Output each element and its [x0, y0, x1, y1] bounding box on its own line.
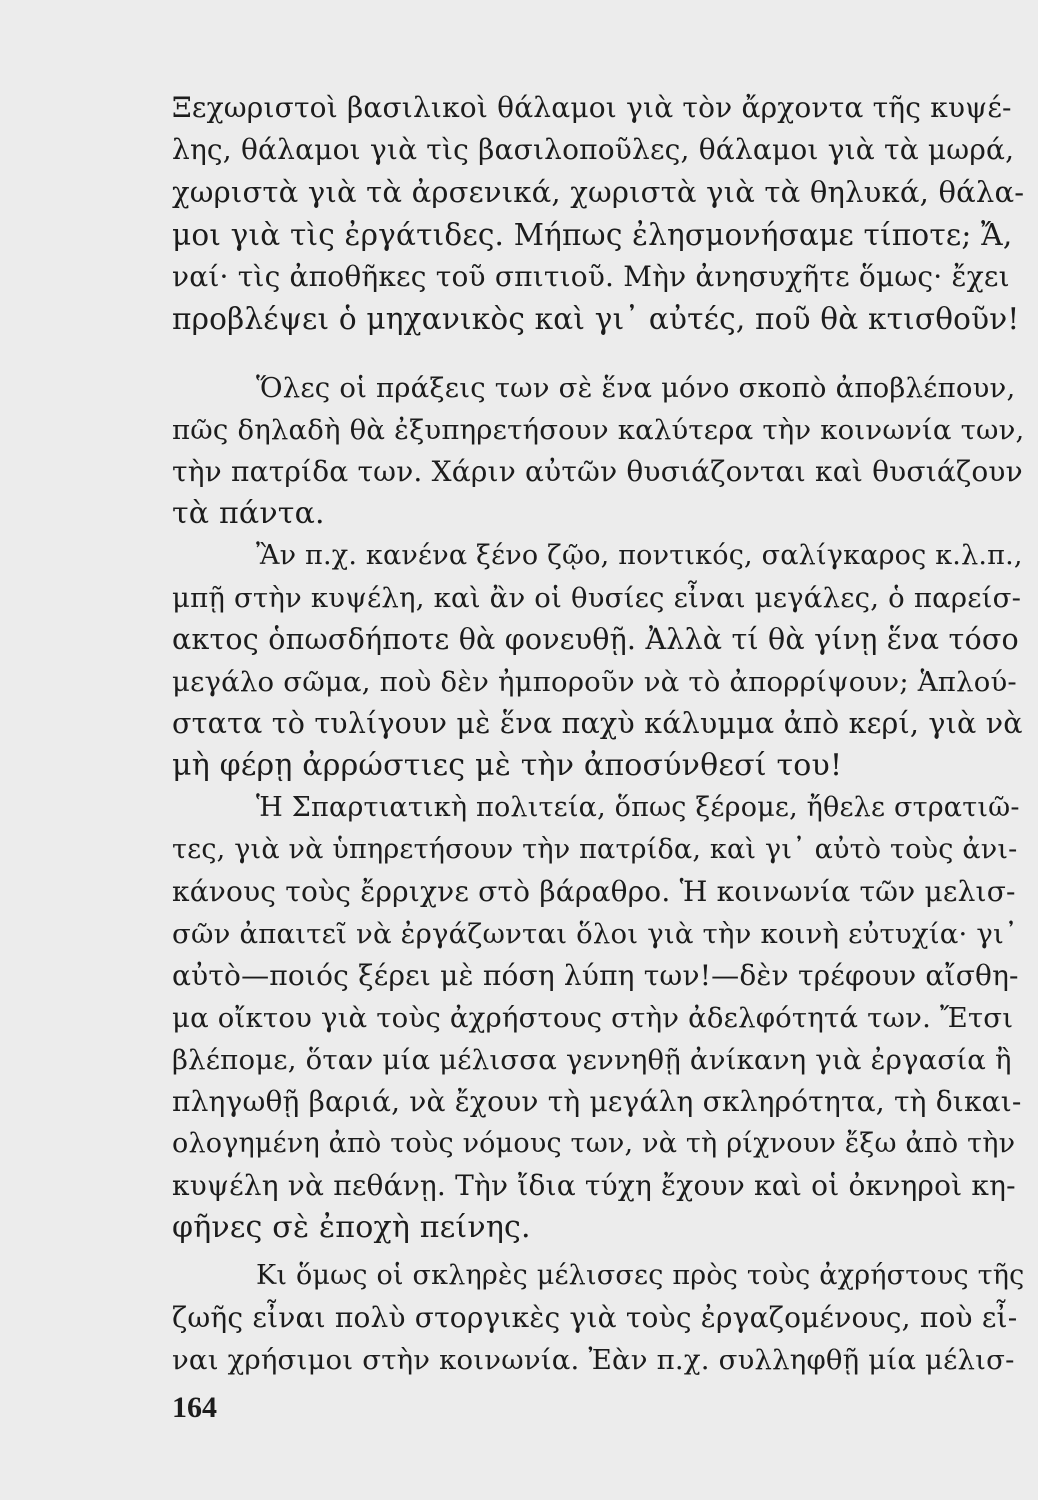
- text-line: ζωῆς εἶναι πολὺ στοργικὲς γιὰ τοὺς ἐργαζομένους, ποὺ εἶ-: [172, 1301, 1018, 1334]
- text-line: Κι ὅμως οἱ σκληρὲς μέλισσες πρὸς τοὺς ἀχρήστους τῆς: [256, 1260, 1025, 1291]
- text-line: πῶς δηλαδὴ θὰ ἐξυπηρετήσουν καλύτερα τὴν κοινωνία των,: [172, 414, 1025, 446]
- text-line: ναί· τὶς ἀποθῆκες τοῦ σπιτιοῦ. Μὴν ἀνησυχῆτε ὅμως· ἔχει: [172, 260, 1010, 293]
- text-line: χωριστὰ γιὰ τὰ ἀρσενικά, χωριστὰ γιὰ τὰ θηλυκά, θάλα-: [172, 175, 1025, 209]
- text-line: σῶν ἀπαιτεῖ νὰ ἐργάζωνται ὅλοι γιὰ τὴν κοινὴ εὐτυχία· γι᾽: [172, 918, 1018, 950]
- text-line: φῆνες σὲ ἐποχὴ πείνης.: [172, 1210, 531, 1245]
- text-line: ολογημένη ἀπὸ τοὺς νόμους των, νὰ τὴ ρίχνουν ἔξω ἀπὸ τὴν: [172, 1128, 1016, 1159]
- text-line: μα οἴκτου γιὰ τοὺς ἀχρήστους στὴν ἀδελφότητά των. Ἔτσι: [172, 1002, 1014, 1034]
- page-number: 164: [172, 1391, 217, 1424]
- text-line: τες, γιὰ νὰ ὑπηρετήσουν τὴν πατρίδα, καὶ γι᾽ αὐτὸ τοὺς ἀνι-: [172, 834, 1018, 865]
- text-line: μεγάλο σῶμα, ποὺ δὲν ἠμποροῦν νὰ τὸ ἀπορρίψουν; Ἁπλού-: [172, 666, 1017, 698]
- text-line: ναι χρήσιμοι στὴν κοινωνία. Ἐὰν π.χ. συλληφθῇ μία μέλισ-: [172, 1344, 1015, 1376]
- text-line: μοι γιὰ τὶς ἐργάτιδες. Μήπως ἐλησμονήσαμε τίποτε; Ἄ,: [172, 218, 1013, 252]
- text-line: στατα τὸ τυλίγουν μὲ ἕνα παχὺ κάλυμμα ἀπὸ κερί, γιὰ νὰ: [172, 707, 1023, 740]
- text-line: προβλέψει ὁ μηχανικὸς καὶ γι᾽ αὐτές, ποῦ θὰ κτισθοῦν!: [172, 302, 1020, 336]
- text-line: κυψέλη νὰ πεθάνῃ. Τὴν ἴδια τύχη ἔχουν καὶ οἱ ὀκνηροὶ κη-: [172, 1169, 1016, 1202]
- text-line: πληγωθῇ βαριά, νὰ ἔχουν τὴ μεγάλη σκληρότητα, τὴ δικαι-: [172, 1085, 1022, 1118]
- text-line: τὰ πάντα.: [172, 496, 325, 531]
- text-line: κάνους τοὺς ἔρριχνε στὸ βάραθρο. Ἡ κοινωνία τῶν μελισ-: [172, 875, 1016, 908]
- text-line: ακτος ὁπωσδήποτε θὰ φονευθῇ. Ἀλλὰ τί θὰ γίνῃ ἕνα τόσο: [172, 623, 1019, 656]
- text-line: Ξεχωριστοὶ βασιλικοὶ θάλαμοι γιὰ τὸν ἄρχοντα τῆς κυψέ-: [172, 91, 1012, 124]
- text-line: τὴν πατρίδα των. Χάριν αὐτῶν θυσιάζονται καὶ θυσιάζουν: [172, 455, 1023, 488]
- text-line: λης, θάλαμοι γιὰ τὶς βασιλοποῦλες, θάλαμοι γιὰ τὰ μωρά,: [172, 133, 1015, 166]
- text-line: Ἡ Σπαρτιατικὴ πολιτεία, ὅπως ξέρομε, ἤθελε στρατιῶ-: [256, 792, 1020, 823]
- text-line: αὐτὸ—ποιός ξέρει μὲ πόση λύπη των!—δὲν τρέφουν αἴσθη-: [172, 959, 1019, 992]
- text-line: Ἂν π.χ. κανένα ξένο ζῷο, ποντικός, σαλίγκαρος κ.λ.π.,: [256, 540, 1023, 571]
- text-line: βλέπομε, ὅταν μία μέλισσα γεννηθῇ ἀνίκανη γιὰ ἐργασία ἢ: [172, 1044, 1012, 1076]
- text-line: μπῇ στὴν κυψέλη, καὶ ἂν οἱ θυσίες εἶναι μεγάλες, ὁ παρείσ-: [172, 582, 1022, 614]
- text-line: Ὅλες οἱ πράξεις των σὲ ἕνα μόνο σκοπὸ ἀποβλέπουν,: [256, 372, 1016, 404]
- text-line: μὴ φέρῃ ἀρρώστιες μὲ τὴν ἀποσύνθεσί του!: [172, 748, 843, 783]
